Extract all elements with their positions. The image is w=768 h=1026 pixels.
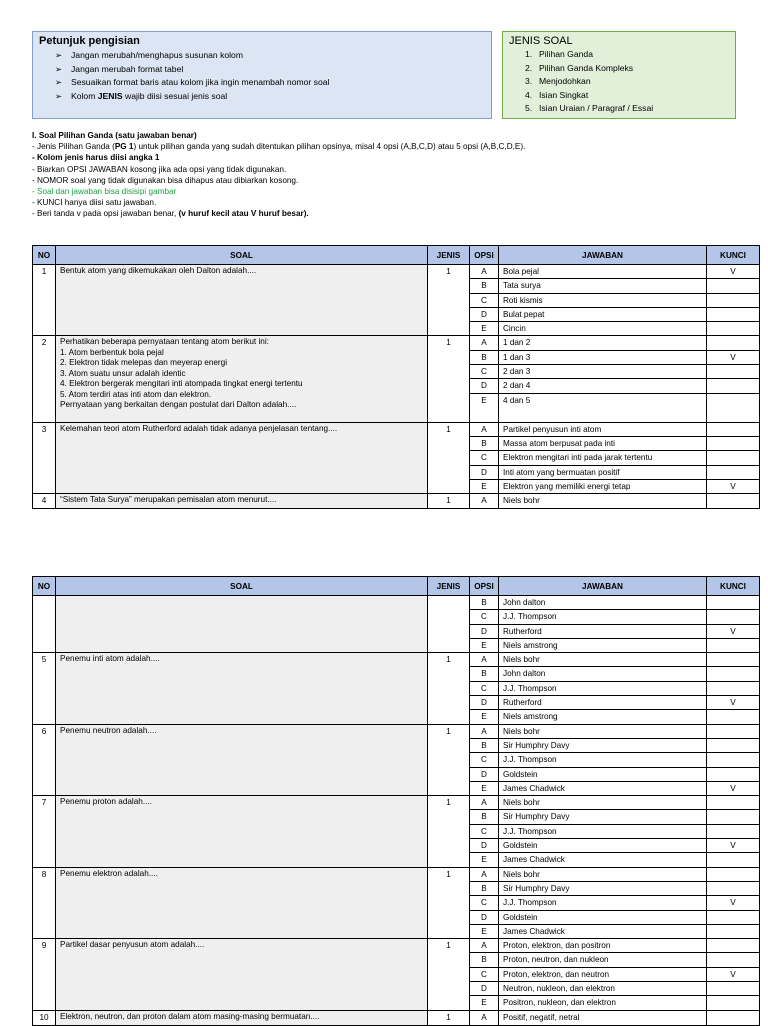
table-row [33, 724, 760, 738]
answer-key: V [707, 265, 760, 279]
question-text: Elektron, neutron, dan proton dalam atom masing-masing bermuatan.... [56, 1010, 428, 1025]
option-letter: A [470, 265, 499, 279]
option-letter: E [470, 996, 499, 1010]
table-header-row [33, 577, 760, 596]
option-letter: D [470, 307, 499, 321]
answer-text: John dalton [499, 596, 707, 610]
answer-key [707, 336, 760, 350]
answer-key [707, 939, 760, 953]
question-type: 1 [428, 1010, 470, 1025]
answer-key [707, 853, 760, 867]
arrow-bullet-icon: ➢ [55, 77, 63, 88]
option-letter: A [470, 1010, 499, 1025]
petunjuk-list [55, 49, 329, 103]
answer-text: Goldstein [499, 767, 707, 781]
table-row [33, 653, 760, 667]
question-number: 5 [33, 653, 56, 724]
option-letter: E [470, 781, 499, 795]
answer-key [707, 610, 760, 624]
answer-key [707, 724, 760, 738]
question-type: 1 [428, 796, 470, 867]
option-letter: A [470, 796, 499, 810]
answer-text: Niels bohr [499, 653, 707, 667]
question-table-2 [32, 576, 760, 1026]
answer-text: Proton, elektron, dan neutron [499, 967, 707, 981]
arrow-bullet-icon: ➢ [55, 50, 63, 60]
option-letter: A [470, 724, 499, 738]
note-line: - Jenis Pilihan Ganda (PG 1) untuk pilihan ganda yang sudah ditentukan pilihan opsinya, misal 4 opsi (A,B,C,D) atau 5 opsi (A,B,C,D,E). [32, 142, 526, 152]
answer-key [707, 753, 760, 767]
header-kunci: KUNCI [707, 246, 760, 265]
question-type: 1 [428, 867, 470, 938]
arrow-bullet-icon: ➢ [55, 90, 63, 101]
answer-text: 2 dan 3 [499, 365, 707, 379]
answer-text: Massa atom berpusat pada inti [499, 436, 707, 450]
answer-text: Proton, elektron, dan positron [499, 939, 707, 953]
answer-text: Elektron yang memiliki energi tetap [499, 479, 707, 493]
question-number [33, 596, 56, 653]
header-kunci: KUNCI [707, 577, 760, 596]
answer-key [707, 494, 760, 509]
table-header-row [33, 246, 760, 265]
question-type [428, 596, 470, 653]
jenis-soal-item: 4. Isian Singkat [525, 89, 589, 100]
section-notes [32, 130, 752, 220]
answer-key [707, 322, 760, 336]
petunjuk-item: ➢ Kolom JENIS wajib diisi sesuai jenis soal [55, 90, 329, 104]
option-letter: E [470, 393, 499, 422]
answer-text: Roti kismis [499, 293, 707, 307]
answer-key [707, 293, 760, 307]
answer-key [707, 810, 760, 824]
option-letter: A [470, 494, 499, 509]
question-number: 10 [33, 1010, 56, 1025]
question-text: Penemu inti atom adalah.... [56, 653, 428, 724]
question-type: 1 [428, 939, 470, 1010]
petunjuk-item: ➢ Jangan merubah/menghapus susunan kolom [55, 49, 329, 63]
question-number: 6 [33, 724, 56, 795]
answer-text: Niels bohr [499, 867, 707, 881]
option-letter: B [470, 436, 499, 450]
option-letter: A [470, 653, 499, 667]
header-opsi: OPSI [470, 577, 499, 596]
answer-text: J.J. Thompson [499, 896, 707, 910]
answer-key [707, 465, 760, 479]
option-letter: D [470, 624, 499, 638]
option-letter: D [470, 696, 499, 710]
option-letter: C [470, 610, 499, 624]
answer-key [707, 982, 760, 996]
table-row [33, 422, 760, 436]
question-text: Partikel dasar penyusun atom adalah.... [56, 939, 428, 1010]
question-number: 1 [33, 265, 56, 336]
table-row [33, 796, 760, 810]
question-type: 1 [428, 724, 470, 795]
answer-text: Sir Humphry Davy [499, 738, 707, 752]
option-letter: A [470, 422, 499, 436]
answer-key [707, 681, 760, 695]
question-type: 1 [428, 336, 470, 422]
question-type: 1 [428, 494, 470, 509]
answer-text: Partikel penyusun inti atom [499, 422, 707, 436]
table-row [33, 494, 760, 509]
answer-key: V [707, 350, 760, 364]
option-letter: C [470, 365, 499, 379]
option-letter: B [470, 953, 499, 967]
answer-text: Proton, neutron, dan nukleon [499, 953, 707, 967]
header-jenis: JENIS [428, 577, 470, 596]
answer-text: Rutherford [499, 696, 707, 710]
answer-key: V [707, 967, 760, 981]
table-row [33, 1010, 760, 1025]
answer-text: Bola pejal [499, 265, 707, 279]
option-letter: C [470, 896, 499, 910]
answer-key [707, 307, 760, 321]
question-text: Penemu proton adalah.... [56, 796, 428, 867]
question-table-1 [32, 245, 760, 509]
option-letter: E [470, 322, 499, 336]
option-letter: D [470, 379, 499, 393]
jenis-soal-item: 2. Pilihan Ganda Kompleks [525, 62, 634, 73]
answer-text: Goldstein [499, 910, 707, 924]
option-letter: A [470, 336, 499, 350]
answer-text: Niels amstrong [499, 710, 707, 724]
table-row [33, 336, 760, 350]
answer-key: V [707, 781, 760, 795]
question-text: Penemu neutron adalah.... [56, 724, 428, 795]
answer-text: Inti atom yang bermuatan positif [499, 465, 707, 479]
answer-key [707, 667, 760, 681]
note-line: - NOMOR soal yang tidak digunakan bisa dihapus atau dibiarkan kosong. [32, 175, 299, 185]
option-letter: C [470, 967, 499, 981]
question-text: “Sistem Tata Surya” merupakan pemisalan atom menurut.... [56, 494, 428, 509]
header-jawaban: JAWABAN [499, 577, 707, 596]
answer-key [707, 365, 760, 379]
answer-text: Sir Humphry Davy [499, 810, 707, 824]
petunjuk-item: ➢ Jangan merubah format tabel [55, 63, 329, 77]
option-letter: E [470, 479, 499, 493]
arrow-bullet-icon: ➢ [55, 63, 63, 74]
answer-key: V [707, 624, 760, 638]
option-letter: D [470, 982, 499, 996]
question-number: 3 [33, 422, 56, 493]
header-soal: SOAL [56, 577, 428, 596]
jenis-soal-item: 3. Menjodohkan [525, 76, 591, 87]
option-letter: B [470, 279, 499, 293]
option-letter: A [470, 867, 499, 881]
answer-text: Sir Humphry Davy [499, 881, 707, 895]
jenis-soal-box [502, 31, 736, 119]
option-letter: B [470, 881, 499, 895]
answer-text: J.J. Thompson [499, 824, 707, 838]
jenis-soal-item: 1. Pilihan Ganda [525, 49, 593, 59]
answer-key [707, 924, 760, 938]
answer-text: James Chadwick [499, 853, 707, 867]
answer-key [707, 767, 760, 781]
question-type: 1 [428, 265, 470, 336]
note-line: - Biarkan OPSI JAWABAN kosong jika ada opsi yang tidak digunakan. [32, 164, 287, 174]
answer-text: 2 dan 4 [499, 379, 707, 393]
answer-key [707, 910, 760, 924]
answer-key [707, 824, 760, 838]
answer-key [707, 796, 760, 810]
answer-text: Niels bohr [499, 724, 707, 738]
answer-text: John dalton [499, 667, 707, 681]
question-number: 8 [33, 867, 56, 938]
option-letter: B [470, 738, 499, 752]
answer-text: James Chadwick [499, 781, 707, 795]
answer-text: Elektron mengitari inti pada jarak tertentu [499, 451, 707, 465]
answer-text: 1 dan 2 [499, 336, 707, 350]
question-text: Perhatikan beberapa pernyataan tentang atom berikut ini: 1. Atom berbentuk bola pejal 2. Elektron tidak melepas dan meyerap energi 3. Atom suatu unsur adalah identic 4. Elektron bergerak mengitari inti atompada tingkat energi tertentu 5. Atom terdiri atas inti atom dan elektron. Pernyataan yang berkaitan dengan postulat dari Dalton adalah.... [56, 336, 428, 422]
question-number: 9 [33, 939, 56, 1010]
header-jawaban: JAWABAN [499, 246, 707, 265]
table-row [33, 867, 760, 881]
answer-key [707, 1010, 760, 1025]
question-text [56, 596, 428, 653]
answer-key: V [707, 479, 760, 493]
answer-key [707, 596, 760, 610]
answer-text: Positif, negatif, netral [499, 1010, 707, 1025]
answer-key [707, 436, 760, 450]
option-letter: A [470, 939, 499, 953]
option-letter: E [470, 710, 499, 724]
answer-text: Rutherford [499, 624, 707, 638]
header-opsi: OPSI [470, 246, 499, 265]
header-jenis: JENIS [428, 246, 470, 265]
option-letter: C [470, 681, 499, 695]
header-no: NO [33, 577, 56, 596]
answer-key [707, 738, 760, 752]
answer-key [707, 422, 760, 436]
note-line: - Kolom jenis harus diisi angka 1 [32, 153, 160, 163]
answer-key [707, 638, 760, 652]
question-number: 7 [33, 796, 56, 867]
answer-key [707, 451, 760, 465]
question-text: Kelemahan teori atom Rutherford adalah tidak adanya penjelasan tentang.... [56, 422, 428, 493]
option-letter: B [470, 596, 499, 610]
option-letter: B [470, 810, 499, 824]
answer-text: Bulat pepat [499, 307, 707, 321]
question-type: 1 [428, 422, 470, 493]
option-letter: D [470, 465, 499, 479]
answer-text: Niels bohr [499, 796, 707, 810]
jenis-soal-title: JENIS SOAL [509, 35, 573, 47]
answer-text: J.J. Thompson [499, 681, 707, 695]
petunjuk-box [32, 31, 492, 119]
header-soal: SOAL [56, 246, 428, 265]
answer-key: V [707, 696, 760, 710]
note-line-green: - Soal dan jawaban bisa disisipi gambar [32, 187, 177, 197]
answer-text: Niels amstrong [499, 638, 707, 652]
table-row [33, 596, 760, 610]
answer-key [707, 953, 760, 967]
option-letter: C [470, 451, 499, 465]
answer-key: V [707, 896, 760, 910]
note-line: - Beri tanda v pada opsi jawaban benar, (v huruf kecil atau V huruf besar). [32, 209, 309, 219]
answer-text: 1 dan 3 [499, 350, 707, 364]
option-letter: D [470, 839, 499, 853]
answer-key [707, 279, 760, 293]
jenis-soal-list [525, 48, 653, 116]
table-row [33, 939, 760, 953]
answer-key [707, 881, 760, 895]
option-letter: C [470, 293, 499, 307]
header-no: NO [33, 246, 56, 265]
answer-text: Tata surya [499, 279, 707, 293]
answer-text: J.J. Thompson [499, 610, 707, 624]
option-letter: C [470, 753, 499, 767]
answer-text: Goldstein [499, 839, 707, 853]
option-letter: E [470, 853, 499, 867]
answer-key [707, 379, 760, 393]
table-row [33, 265, 760, 279]
option-letter: B [470, 350, 499, 364]
question-type: 1 [428, 653, 470, 724]
question-number: 2 [33, 336, 56, 422]
option-letter: D [470, 910, 499, 924]
answer-text: 4 dan 5 [499, 393, 707, 422]
petunjuk-title: Petunjuk pengisian [39, 35, 140, 47]
option-letter: E [470, 924, 499, 938]
answer-key [707, 393, 760, 422]
note-line: - KUNCI hanya diisi satu jawaban. [32, 198, 157, 208]
answer-text: Niels bohr [499, 494, 707, 509]
answer-key [707, 653, 760, 667]
option-letter: C [470, 824, 499, 838]
section-heading: I. Soal Pilihan Ganda (satu jawaban benar) [32, 131, 197, 140]
answer-text: Positron, nukleon, dan elektron [499, 996, 707, 1010]
option-letter: E [470, 638, 499, 652]
question-number: 4 [33, 494, 56, 509]
option-letter: D [470, 767, 499, 781]
answer-text: J.J. Thompson [499, 753, 707, 767]
jenis-soal-item: 5. Isian Uraian / Paragraf / Essai [525, 103, 654, 114]
petunjuk-item: ➢ Sesuaikan format baris atau kolom jika ingin menambah nomor soal [55, 76, 329, 90]
answer-key [707, 867, 760, 881]
option-letter: B [470, 667, 499, 681]
answer-key: V [707, 839, 760, 853]
question-text: Penemu elektron adalah.... [56, 867, 428, 938]
answer-key [707, 710, 760, 724]
question-text: Bentuk atom yang dikemukakan oleh Dalton adalah.... [56, 265, 428, 336]
answer-key [707, 996, 760, 1010]
answer-text: Cincin [499, 322, 707, 336]
answer-text: Neutron, nukleon, dan elektron [499, 982, 707, 996]
answer-text: James Chadwick [499, 924, 707, 938]
